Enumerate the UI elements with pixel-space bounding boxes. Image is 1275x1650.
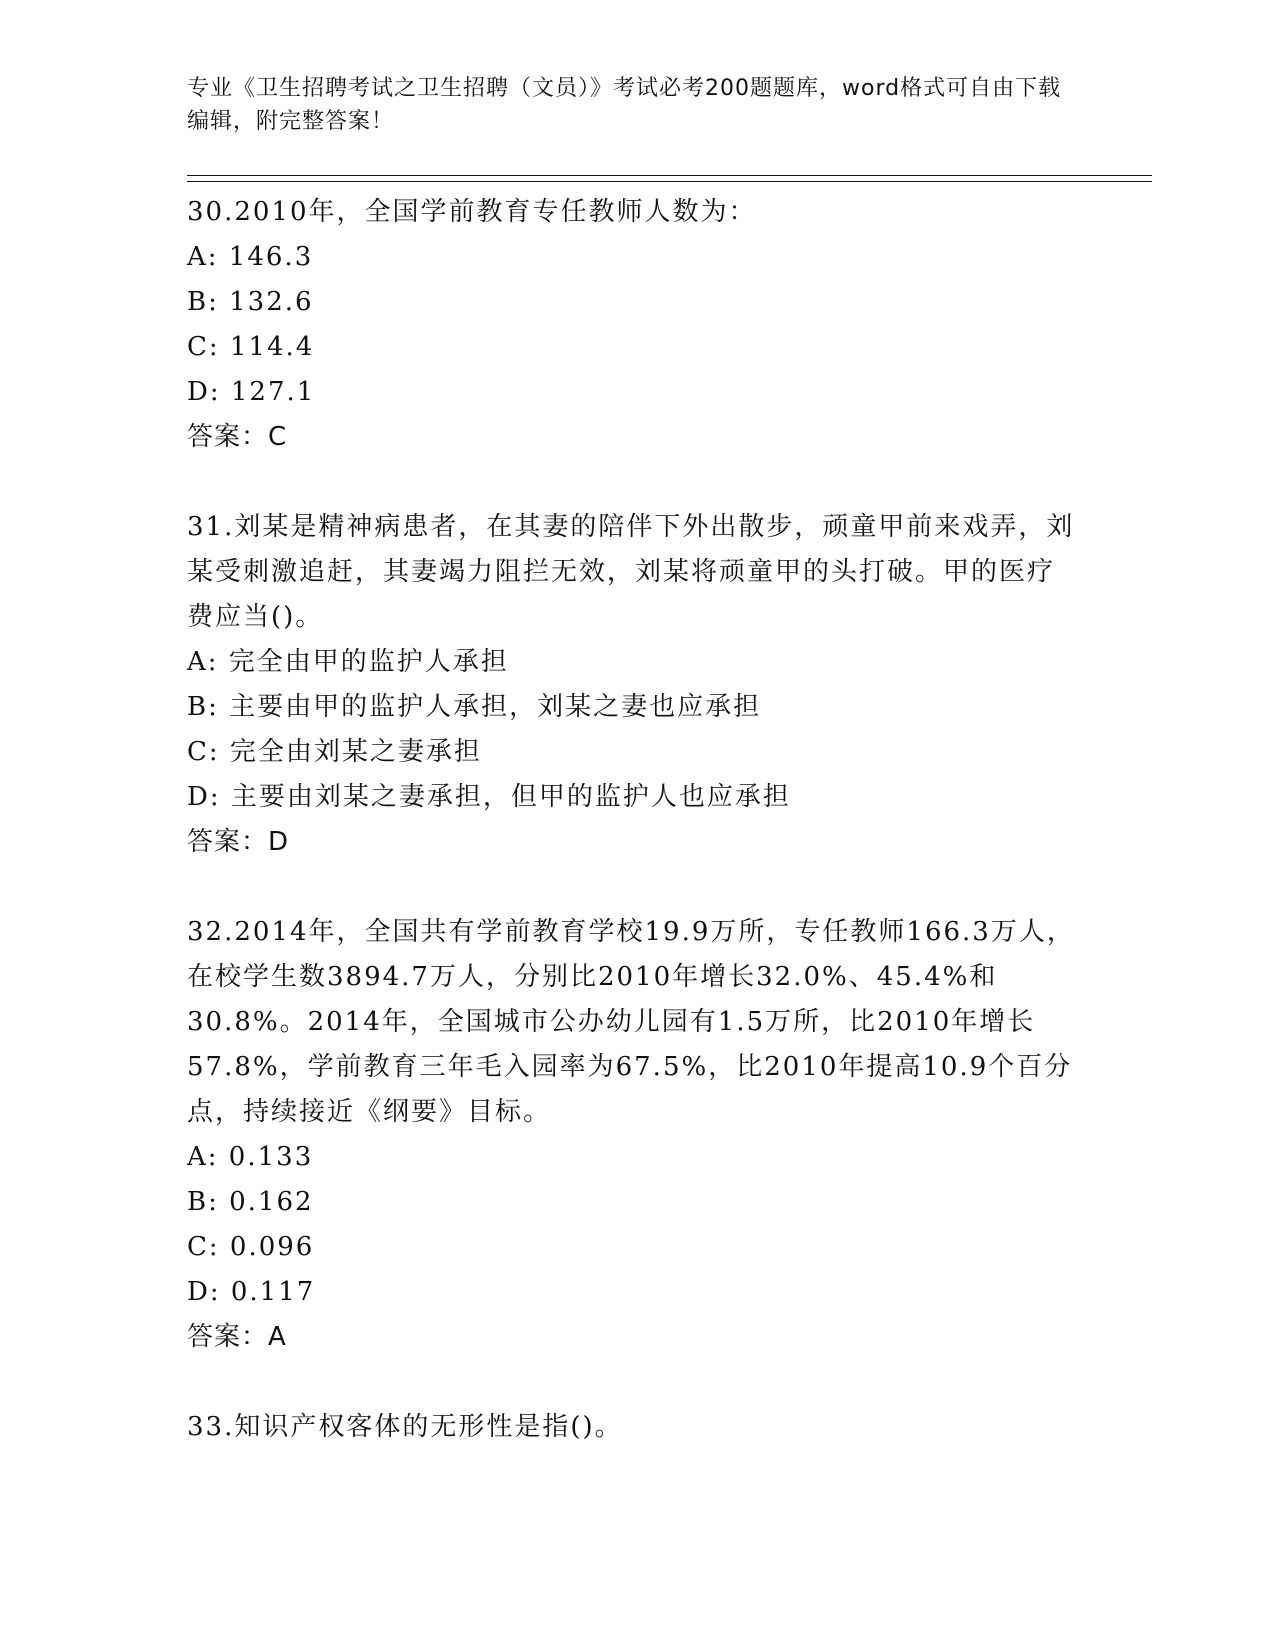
question-text: 32.2014年，全国共有学前教育学校19.9万所，专任教师166.3万人，在校学生数3894.7万人，分别比2010年增长32.0%、45.4%和30.8%。2014年，全国城市公办幼儿园有1.5万所，比2010年增长57.8%，学前教育三年毛入园率为67.5%，比2010年提高10.9个百分点，持续接近《纲要》目标。 xyxy=(187,917,1075,1127)
question-text: 30.2010年，全国学前教育专任教师人数为： xyxy=(187,197,757,227)
question-text: 33.知识产权客体的无形性是指()。 xyxy=(187,1412,623,1442)
option-b: B: 主要由甲的监护人承担，刘某之妻也应承担 xyxy=(187,692,762,722)
option-d: D: 主要由刘某之妻承担，但甲的监护人也应承担 xyxy=(187,782,791,812)
question-32 xyxy=(187,910,1077,1360)
option-a: A: 146.3 xyxy=(187,242,314,272)
document-header: 专业《卫生招聘考试之卫生招聘（文员）》考试必考200题题库，word格式可自由下载编辑，附完整答案！ xyxy=(187,76,1062,134)
option-a: A: 0.133 xyxy=(187,1142,314,1172)
answer-label: 答案：C xyxy=(187,422,288,452)
question-33 xyxy=(187,1405,1077,1450)
header-divider-top xyxy=(187,175,1152,176)
header-divider-bottom xyxy=(187,181,1152,182)
option-c: C: 0.096 xyxy=(187,1232,315,1262)
option-d: D: 0.117 xyxy=(187,1277,316,1307)
question-31 xyxy=(187,505,1077,865)
question-text: 31.刘某是精神病患者，在其妻的陪伴下外出散步，顽童甲前来戏弄，刘某受刺激追赶，其妻竭力阻拦无效，刘某将顽童甲的头打破。甲的医疗费应当()。 xyxy=(187,512,1075,632)
question-30 xyxy=(187,190,1077,460)
answer-label: 答案：A xyxy=(187,1322,287,1352)
question-list xyxy=(187,190,1077,1495)
option-b: B: 0.162 xyxy=(187,1187,314,1217)
answer-label: 答案：D xyxy=(187,827,290,857)
option-d: D: 127.1 xyxy=(187,377,316,407)
option-c: C: 114.4 xyxy=(187,332,315,362)
option-c: C: 完全由刘某之妻承担 xyxy=(187,737,482,767)
option-b: B: 132.6 xyxy=(187,287,314,317)
option-a: A: 完全由甲的监护人承担 xyxy=(187,647,509,677)
